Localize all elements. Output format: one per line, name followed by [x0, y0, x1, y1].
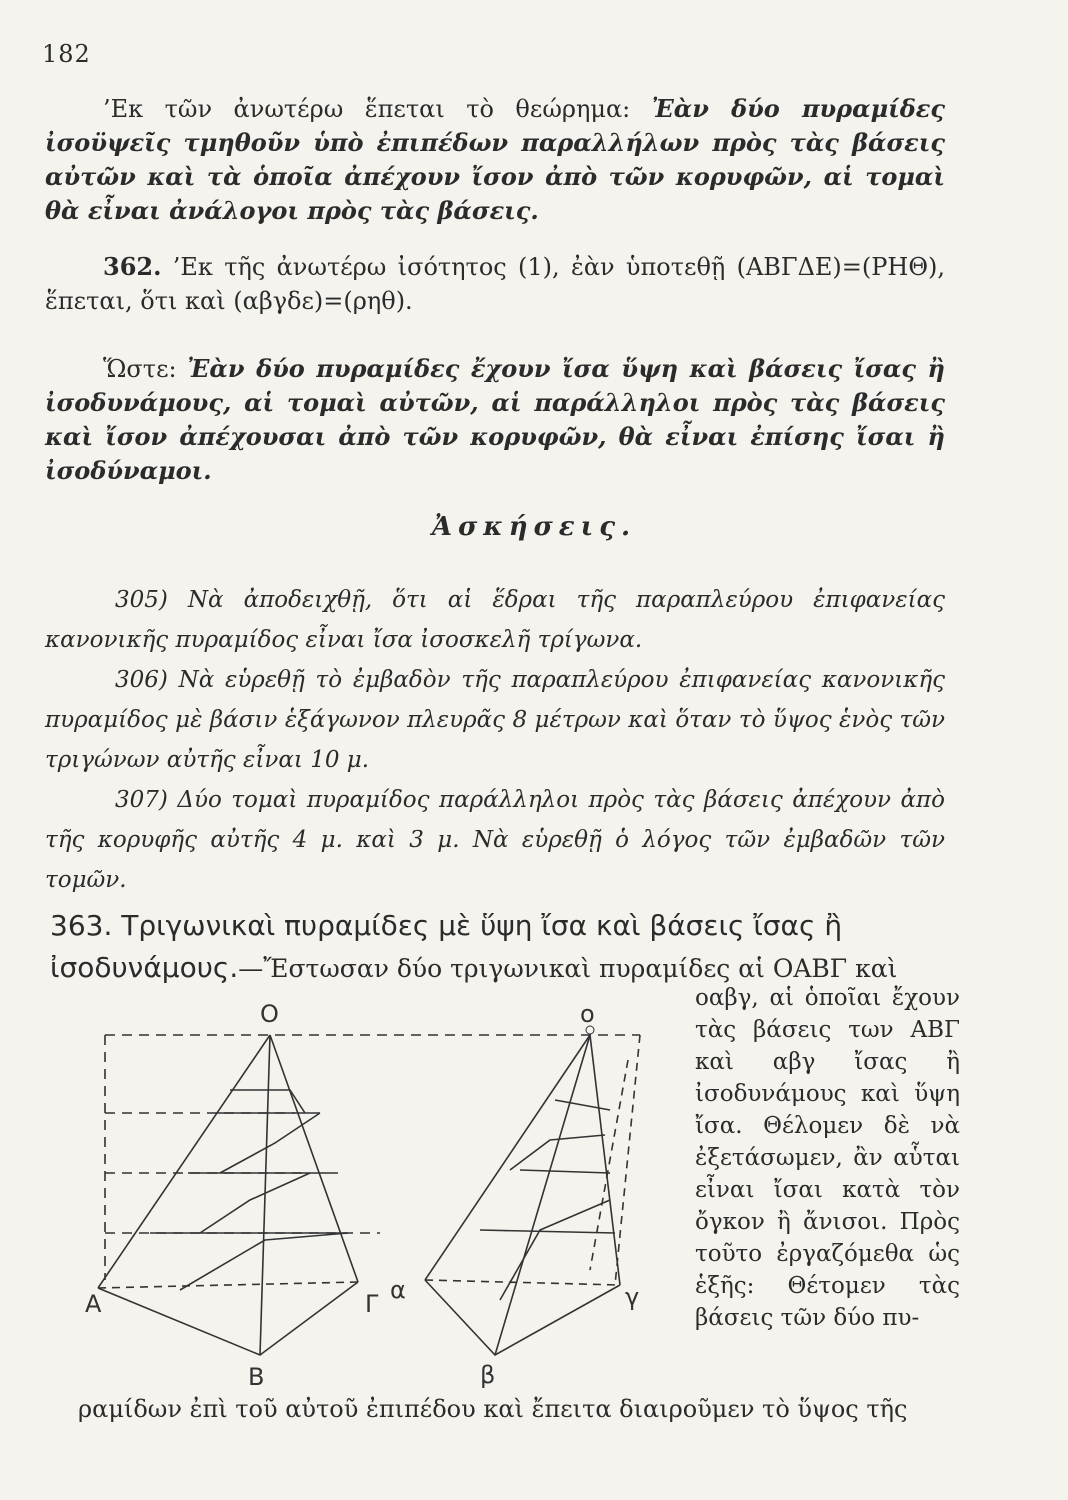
- theorem-intro: ’Εκ τῶν ἀνωτέρω ἕπεται τὸ θεώρημα:: [103, 95, 652, 123]
- exercises-heading: Ἀσκήσεις.: [431, 512, 637, 542]
- label-O: O: [260, 1000, 279, 1028]
- exercise-number: 305): [115, 587, 168, 613]
- section-362-conclusion: [45, 352, 945, 488]
- label-B: B: [248, 1363, 265, 1390]
- exercise-306: [45, 660, 945, 780]
- exercise-text: Δύο τομαὶ πυραμίδος παράλληλοι πρὸς τὰς βάσεις ἀπέχουν ἀπὸ τῆς κορυφῆς αὐτῆς 4 μ. καὶ 3 μ. Νὰ εὑρεθῇ ὁ λόγος τῶν ἐμβαδῶν τῶν τομῶν.: [45, 787, 945, 893]
- label-gamma: γ: [625, 1283, 640, 1311]
- theorem-statement: Ἐὰν δύο πυραμίδες ἰσοϋψεῖς τμηθοῦν ὑπὸ ἐπιπέδων παραλλήλων πρὸς τὰς βάσεις αὐτῶν καὶ τὰ ὁποῖα ἀπέχουν ἴσον ἀπὸ τῶν κορυφῶν, αἱ τομαὶ θὰ εἶναι ἀνάλογοι πρὸς τὰς βάσεις.: [45, 94, 946, 225]
- section-362-text: ’Εκ τῆς ἀνωτέρω ἰσότητος (1), ἐὰν ὑποτεθῇ (ΑΒΓΔΕ)=(ΡΗΘ), ἕπεται, ὅτι καὶ (αβγδε)=(ρηθ).: [45, 253, 945, 315]
- label-A: A: [85, 1290, 102, 1318]
- section-363-intro: —Ἔστωσαν δύο τριγωνικαὶ πυραμίδες αἱ ΟΑΒΓ καὶ: [238, 954, 898, 983]
- exercise-305: [45, 580, 945, 660]
- label-o: o: [580, 1000, 595, 1028]
- page-number: 182: [42, 40, 91, 68]
- section-363-number: 363.: [50, 909, 113, 942]
- label-alpha: α: [390, 1276, 406, 1304]
- section-363-side-text: οαβγ, αἱ ὁποῖαι ἔχουν τὰς βάσεις των ΑΒΓ καὶ αβγ ἴσας ἢ ἰσοδυνάμους καὶ ὕψη ἴσα. Θέλομεν δὲ νὰ ἐξετάσωμεν, ἂν αὗται εἶναι ἴσαι κατὰ τὸν ὄγκον ἢ ἄνισοι. Πρὸς τοῦτο ἐργαζόμεθα ὡς ἑξῆς: Θέτομεν τὰς βάσεις τῶν δύο πυ-: [695, 985, 960, 1331]
- pyramids-figure: [80, 1000, 680, 1390]
- hence-label: Ὥστε:: [103, 355, 188, 383]
- section-362-paragraph: [45, 250, 945, 318]
- hence-statement: Ἐὰν δύο πυραμίδες ἔχουν ἴσα ὕψη καὶ βάσεις ἴσας ἢ ἰσοδυνάμους, αἱ τομαὶ αὐτῶν, αἱ παράλληλοι πρὸς τὰς βάσεις καὶ ἴσον ἀπέχουσαι ἀπὸ τῶν κορυφῶν, θὰ εἶναι ἐπίσης ἴσαι ἢ ἰσοδύναμοι.: [45, 354, 945, 485]
- section-363-heading: Τριγωνικαὶ πυραμίδες μὲ ὕψη ἴσα καὶ βάσεις ἴσας ἢ ἰσοδυνάμους.: [50, 909, 843, 984]
- exercise-number: 307): [115, 787, 168, 813]
- exercise-text: Νὰ ἀποδειχθῇ, ὅτι αἱ ἕδραι τῆς παραπλεύρου ἐπιφανείας κανονικῆς πυραμίδος εἶναι ἴσα ἰσοσκελῆ τρίγωνα.: [45, 587, 946, 653]
- label-G: Γ: [365, 1290, 379, 1318]
- exercise-text: Νὰ εὑρεθῇ τὸ ἐμβαδὸν τῆς παραπλεύρου ἐπιφανείας κανονικῆς πυραμίδος μὲ βάσιν ἑξάγωνον πλευρᾶς 8 μέτρων καὶ ὅταν τὸ ὕψος ἑνὸς τῶν τριγώνων αὐτῆς εἶναι 10 μ.: [45, 667, 946, 773]
- section-363-title: [50, 905, 950, 990]
- section-362-number: 362.: [103, 252, 162, 281]
- exercise-307: [45, 780, 945, 900]
- exercise-number: 306): [115, 667, 168, 693]
- section-363-last-line: ραμίδων ἐπὶ τοῦ αὐτοῦ ἐπιπέδου καὶ ἔπειτα διαιροῦμεν τὸ ὕψος τῆς: [78, 1395, 908, 1423]
- label-beta: β: [480, 1361, 496, 1389]
- theorem-paragraph: [45, 92, 945, 228]
